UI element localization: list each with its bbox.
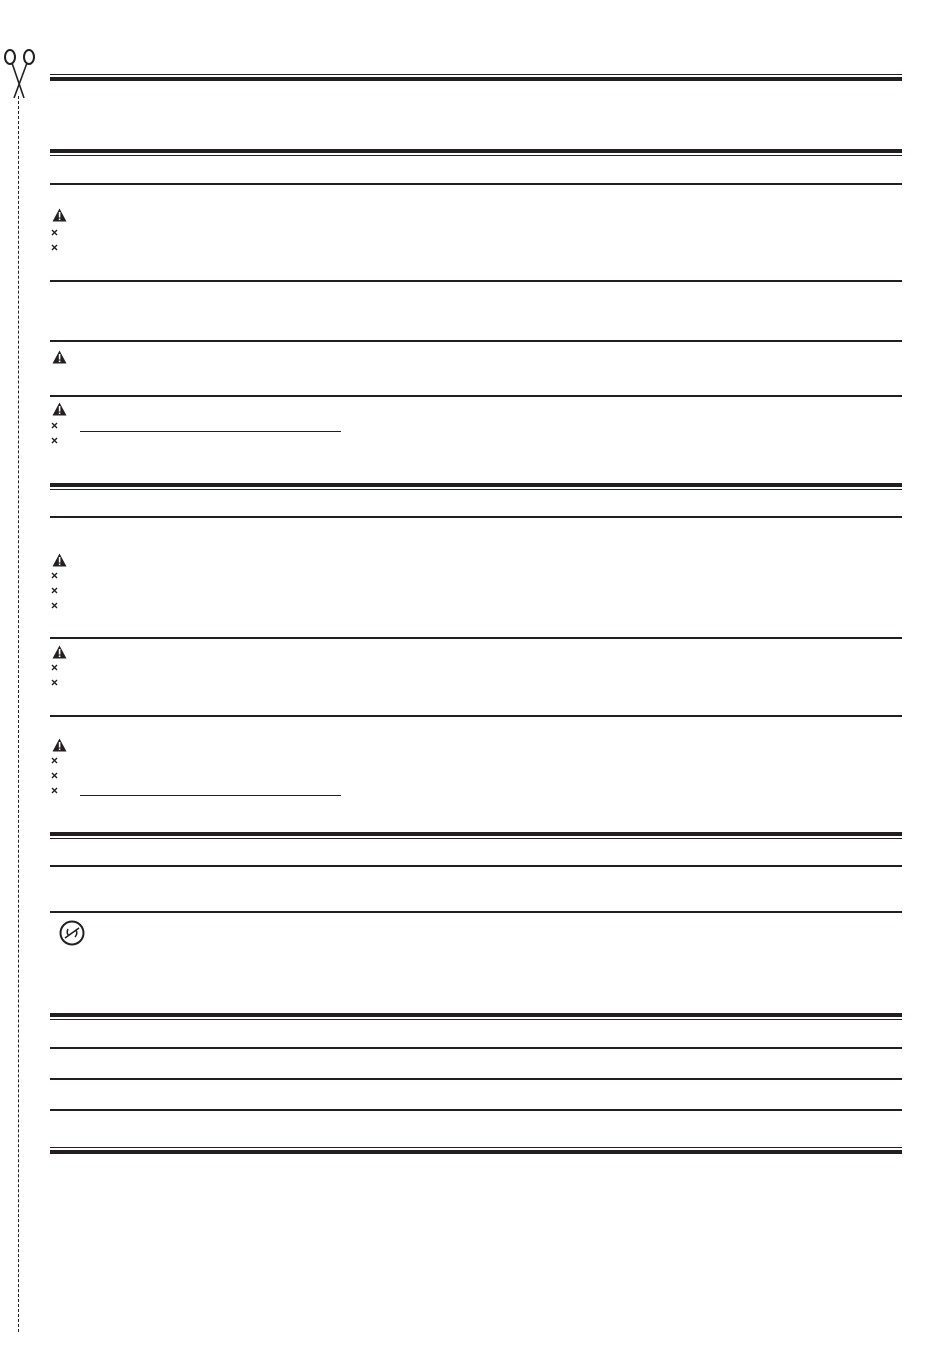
section-2-divider — [50, 715, 902, 717]
x-bullet-icon — [51, 757, 58, 764]
section-1-divider — [50, 340, 902, 342]
cut-line — [18, 96, 19, 1332]
section-3-divider — [50, 911, 902, 913]
section-2-top-rule — [50, 483, 902, 490]
section-3-subrule — [50, 865, 902, 867]
warning-triangle-icon — [52, 208, 67, 222]
warning-triangle-icon — [52, 645, 67, 659]
section-4-row-rule — [50, 1047, 902, 1049]
warning-triangle-icon — [52, 402, 67, 416]
section-4-top-rule — [50, 1013, 902, 1020]
section-1-divider — [50, 395, 902, 397]
section-1-subrule — [50, 183, 902, 185]
x-bullet-icon — [51, 679, 58, 686]
x-bullet-icon — [51, 664, 58, 671]
underline — [80, 795, 341, 796]
x-bullet-icon — [51, 437, 58, 444]
x-bullet-icon — [51, 787, 58, 794]
footer-rule — [50, 1147, 902, 1154]
header-rule — [50, 74, 902, 81]
x-bullet-icon — [51, 229, 58, 236]
warning-triangle-icon — [52, 350, 67, 364]
warning-triangle-icon — [52, 553, 67, 567]
x-bullet-icon — [51, 244, 58, 251]
section-1-top-rule — [50, 149, 902, 156]
section-2-divider — [50, 637, 902, 639]
section-1-divider — [50, 280, 902, 282]
no-disassemble-icon — [59, 920, 85, 946]
section-3-top-rule — [50, 832, 902, 839]
x-bullet-icon — [51, 602, 58, 609]
section-4-row-rule — [50, 1109, 902, 1111]
x-bullet-icon — [51, 422, 58, 429]
warning-triangle-icon — [52, 738, 67, 752]
scissors-icon — [2, 48, 36, 100]
underline — [80, 431, 341, 432]
section-2-subrule — [50, 516, 902, 518]
x-bullet-icon — [51, 772, 58, 779]
section-4-row-rule — [50, 1078, 902, 1080]
x-bullet-icon — [51, 572, 58, 579]
x-bullet-icon — [51, 587, 58, 594]
